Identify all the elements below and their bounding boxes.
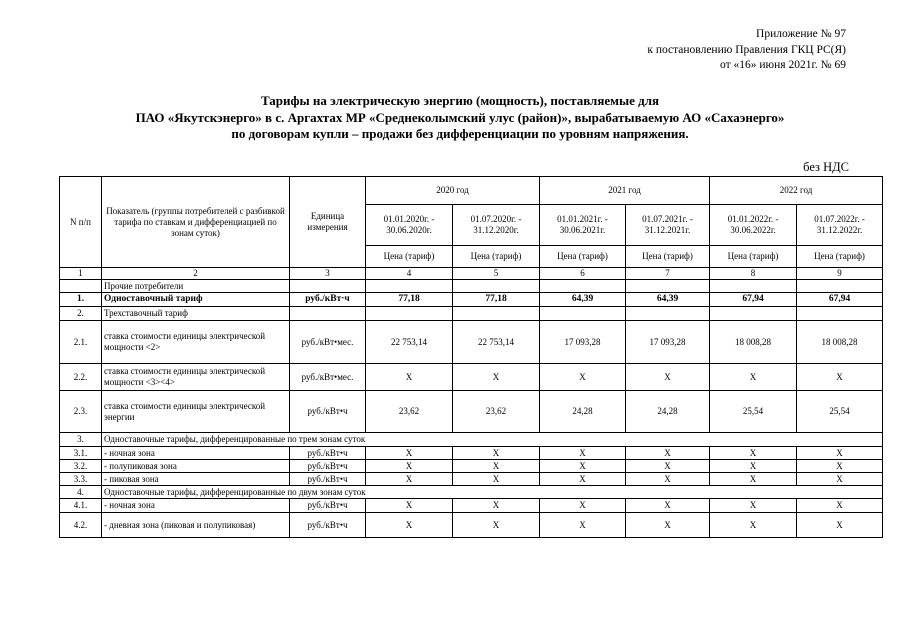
header-period: 01.07.2020г. - 31.12.2020г.: [453, 205, 540, 246]
price-cell: 67,94: [797, 293, 883, 307]
price-cell: X: [366, 499, 453, 513]
price-cell: 77,18: [453, 293, 540, 307]
price-cell: X: [710, 499, 797, 513]
price-cell: X: [797, 473, 883, 486]
header-period: 01.01.2021г. - 30.06.2021г.: [540, 205, 626, 246]
appendix-line: к постановлению Правления ГКЦ РС(Я): [647, 43, 846, 56]
price-cell: 17 093,28: [540, 321, 626, 364]
appendix-line: от «16» июня 2021г. № 69: [720, 59, 846, 71]
row-label: Одноставочные тарифы, дифференцированные по трем зонам суток: [102, 433, 883, 447]
price-cell: 25,54: [797, 391, 883, 433]
price-cell: 23,62: [366, 391, 453, 433]
column-number-row: [60, 268, 883, 280]
row-label: ставка стоимости единицы электрической энергии: [102, 391, 290, 433]
price-cell: X: [540, 499, 626, 513]
row-number: 1.: [60, 293, 102, 307]
header-year: 2022 год: [710, 177, 883, 205]
price-cell: X: [797, 513, 883, 538]
price-cell: [540, 280, 626, 293]
price-cell: [626, 280, 710, 293]
price-cell: [797, 307, 883, 321]
header-price: Цена (тариф): [797, 246, 883, 268]
header-price: Цена (тариф): [540, 246, 626, 268]
header-price: Цена (тариф): [366, 246, 453, 268]
price-cell: X: [710, 364, 797, 391]
price-cell: X: [626, 499, 710, 513]
price-cell: X: [797, 460, 883, 473]
table-row: [60, 460, 883, 473]
row-label: ставка стоимости единицы электрической мощности <2>: [102, 321, 290, 364]
table-row: [60, 280, 883, 293]
price-cell: X: [366, 447, 453, 460]
price-cell: X: [626, 473, 710, 486]
row-label: Одноставочные тарифы, дифференцированные по двум зонам суток: [102, 486, 883, 499]
row-label: - дневная зона (пиковая и полупиковая): [102, 513, 290, 538]
price-cell: X: [710, 473, 797, 486]
no-vat-note: без НДС: [803, 160, 849, 174]
header-period: 01.07.2021г. - 31.12.2021г.: [626, 205, 710, 246]
price-cell: [453, 280, 540, 293]
row-number: 4.: [60, 486, 102, 499]
header-year: 2021 год: [540, 177, 710, 205]
row-number: 3.3.: [60, 473, 102, 486]
price-cell: X: [366, 513, 453, 538]
row-number: 2.3.: [60, 391, 102, 433]
header-unit: Единица измерения: [290, 177, 366, 268]
price-cell: 22 753,14: [453, 321, 540, 364]
table-row: [60, 364, 883, 391]
price-cell: X: [540, 460, 626, 473]
price-cell: 24,28: [540, 391, 626, 433]
header-row-years: [60, 177, 883, 205]
row-label: Одноставочный тариф: [102, 293, 290, 307]
price-cell: X: [453, 499, 540, 513]
price-cell: 22 753,14: [366, 321, 453, 364]
table-row: [60, 447, 883, 460]
price-cell: [366, 307, 453, 321]
price-cell: [453, 307, 540, 321]
header-period: 01.01.2020г. - 30.06.2020г.: [366, 205, 453, 246]
price-cell: X: [366, 364, 453, 391]
row-unit: руб./кВт•мес.: [290, 364, 366, 391]
price-cell: X: [540, 513, 626, 538]
price-cell: [797, 280, 883, 293]
document-title: [0, 93, 905, 143]
row-number: 3.1.: [60, 447, 102, 460]
price-cell: X: [540, 447, 626, 460]
table-row: [60, 486, 883, 499]
row-number: [60, 280, 102, 293]
header-price: Цена (тариф): [710, 246, 797, 268]
price-cell: X: [626, 460, 710, 473]
row-label: - ночная зона: [102, 499, 290, 513]
price-cell: [366, 280, 453, 293]
table-row: [60, 293, 883, 307]
row-unit: руб./кВт·ч: [290, 293, 366, 307]
table-row: [60, 391, 883, 433]
row-number: 2.1.: [60, 321, 102, 364]
table-row: [60, 513, 883, 538]
price-cell: X: [797, 364, 883, 391]
column-number: 2: [102, 268, 290, 280]
tariff-table: [59, 176, 883, 538]
price-cell: 64,39: [540, 293, 626, 307]
price-cell: X: [797, 499, 883, 513]
title-line: по договорам купли – продажи без дифференциации по уровням напряжения.: [231, 126, 689, 141]
row-label: Прочие потребители: [102, 280, 290, 293]
price-cell: 23,62: [453, 391, 540, 433]
column-number: 7: [626, 268, 710, 280]
price-cell: 18 008,28: [797, 321, 883, 364]
price-cell: X: [540, 473, 626, 486]
price-cell: 17 093,28: [626, 321, 710, 364]
row-number: 3.2.: [60, 460, 102, 473]
price-cell: X: [453, 447, 540, 460]
row-label: - полупиковая зона: [102, 460, 290, 473]
row-label: - пиковая зона: [102, 473, 290, 486]
row-label: Трехставочный тариф: [102, 307, 290, 321]
title-line: ПАО «Якутскэнерго» в с. Аргахтах МР «Среднеколымский улус (район)», вырабатываемую АО «Сахаэнерго»: [135, 109, 785, 125]
price-cell: 18 008,28: [710, 321, 797, 364]
table-row: [60, 499, 883, 513]
price-cell: 67,94: [710, 293, 797, 307]
table-row: [60, 307, 883, 321]
price-cell: 64,39: [626, 293, 710, 307]
column-number: 5: [453, 268, 540, 280]
table-row: [60, 433, 883, 447]
row-number: 2.2.: [60, 364, 102, 391]
header-year: 2020 год: [366, 177, 540, 205]
column-number: 8: [710, 268, 797, 280]
price-cell: [626, 307, 710, 321]
price-cell: X: [710, 447, 797, 460]
appendix-reference: [647, 27, 846, 74]
header-price: Цена (тариф): [453, 246, 540, 268]
price-cell: X: [626, 513, 710, 538]
price-cell: X: [366, 473, 453, 486]
price-cell: X: [710, 460, 797, 473]
price-cell: X: [453, 364, 540, 391]
row-number: 3.: [60, 433, 102, 447]
price-cell: X: [710, 513, 797, 538]
price-cell: [710, 307, 797, 321]
header-price: Цена (тариф): [626, 246, 710, 268]
row-unit: руб./кВт•ч: [290, 473, 366, 486]
price-cell: X: [626, 364, 710, 391]
price-cell: [540, 307, 626, 321]
price-cell: X: [453, 460, 540, 473]
row-unit: [290, 280, 366, 293]
column-number: 6: [540, 268, 626, 280]
header-indicator: Показатель (группы потребителей с разбивкой тарифа по ставкам и дифференциацией по зонам суток): [102, 177, 290, 268]
row-label: - ночная зона: [102, 447, 290, 460]
row-unit: руб./кВт•ч: [290, 391, 366, 433]
row-unit: [290, 307, 366, 321]
price-cell: 25,54: [710, 391, 797, 433]
price-cell: [710, 280, 797, 293]
row-label: ставка стоимости единицы электрической мощности <3><4>: [102, 364, 290, 391]
header-period: 01.01.2022г. - 30.06.2022г.: [710, 205, 797, 246]
table-row: [60, 321, 883, 364]
row-unit: руб./кВт•ч: [290, 460, 366, 473]
column-number: 3: [290, 268, 366, 280]
row-unit: руб./кВт•ч: [290, 447, 366, 460]
table-row: [60, 473, 883, 486]
header-period: 01.07.2022г. - 31.12.2022г.: [797, 205, 883, 246]
row-unit: руб./кВт•мес.: [290, 321, 366, 364]
price-cell: X: [366, 460, 453, 473]
price-cell: X: [626, 447, 710, 460]
row-number: 2.: [60, 307, 102, 321]
price-cell: X: [540, 364, 626, 391]
price-cell: X: [453, 513, 540, 538]
header-num: N п/п: [60, 177, 102, 268]
price-cell: 77,18: [366, 293, 453, 307]
price-cell: X: [453, 473, 540, 486]
row-unit: руб./кВт•ч: [290, 513, 366, 538]
price-cell: X: [797, 447, 883, 460]
column-number: 1: [60, 268, 102, 280]
column-number: 4: [366, 268, 453, 280]
row-number: 4.1.: [60, 499, 102, 513]
column-number: 9: [797, 268, 883, 280]
price-cell: 24,28: [626, 391, 710, 433]
appendix-line: Приложение № 97: [756, 28, 846, 40]
row-number: 4.2.: [60, 513, 102, 538]
row-unit: руб./кВт•ч: [290, 499, 366, 513]
title-line: Тарифы на электрическую энергию (мощность), поставляемые для: [260, 93, 660, 108]
